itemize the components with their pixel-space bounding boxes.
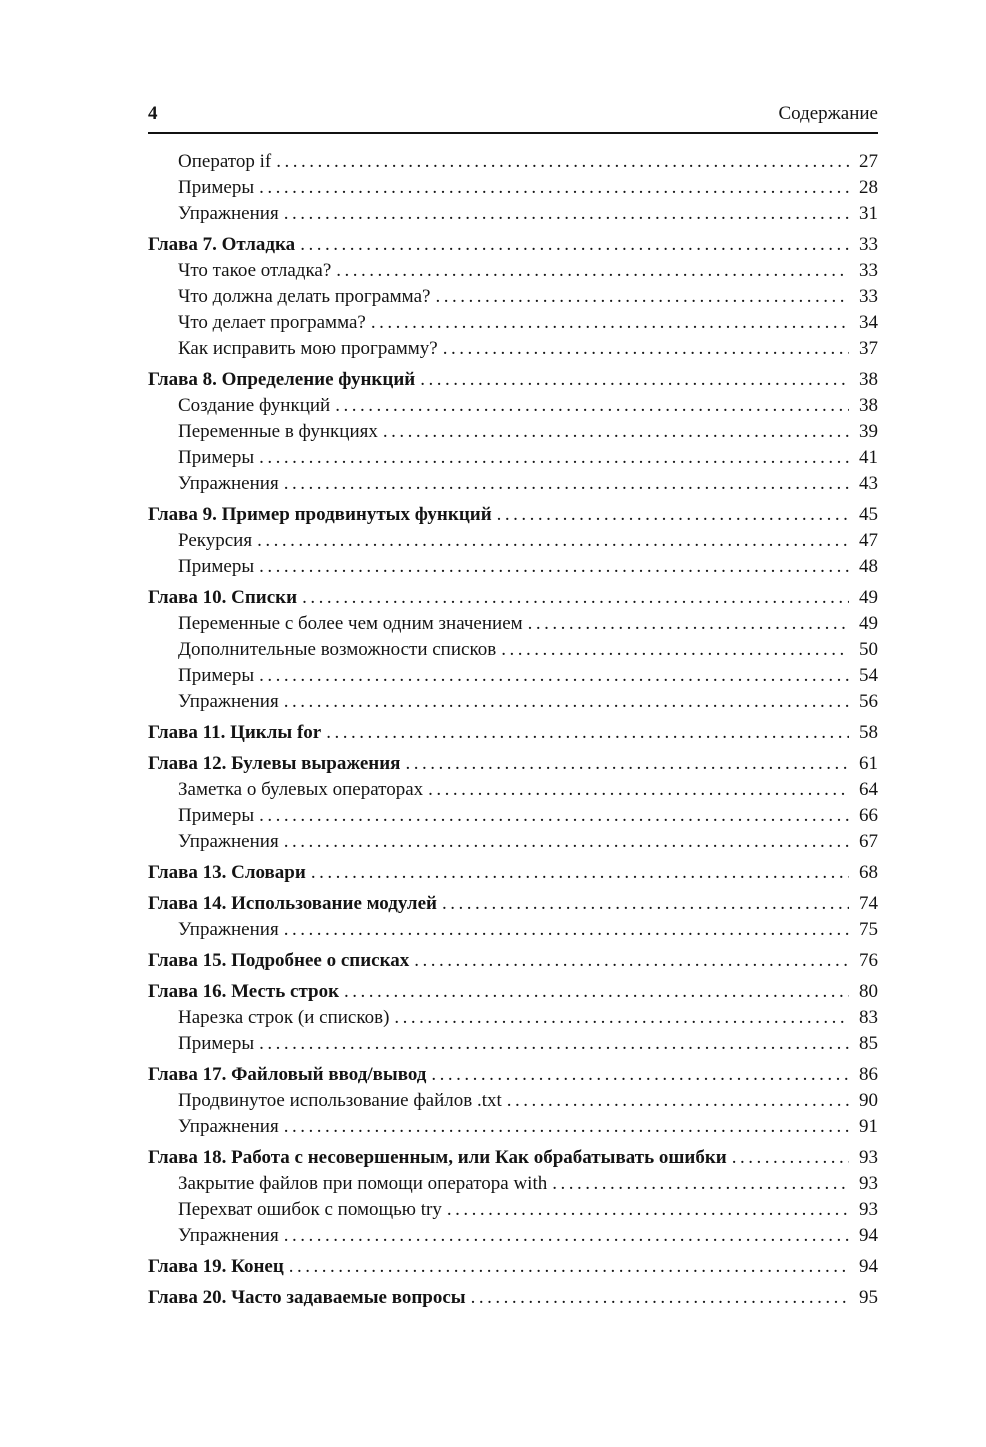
- toc-chapter-entry: [148, 751, 878, 777]
- toc-entry-title: Что должна делать программа?: [178, 286, 431, 307]
- toc-sub-entry: [148, 1031, 878, 1057]
- toc-entry-title: Глава 17. Файловый ввод/вывод: [148, 1064, 427, 1085]
- toc-entry-title: Примеры: [178, 805, 255, 826]
- toc-entry-title: Упражнения: [178, 1116, 279, 1137]
- toc-entry-title: Переменные в функциях: [178, 421, 378, 442]
- toc-entry-title: Как исправить мою программу?: [178, 338, 438, 359]
- toc-sub-entry: [148, 917, 878, 943]
- toc-entry-page: 34: [859, 312, 878, 333]
- toc-sub-entry: [148, 689, 878, 715]
- toc-sub-entry: [148, 471, 878, 497]
- toc-entry-page: 38: [859, 395, 878, 416]
- toc-entry-page: 45: [859, 504, 878, 525]
- toc-chapter-entry: [148, 720, 878, 746]
- toc-entry-title: Переменные с более чем одним значением: [178, 613, 523, 634]
- toc-entry-title: Примеры: [178, 447, 255, 468]
- toc-entry-title: Дополнительные возможности списков: [178, 639, 497, 660]
- toc-entry-title: Продвинутое использование файлов .txt: [178, 1090, 502, 1111]
- toc-sub-entry: [148, 1197, 878, 1223]
- toc-entry-title: Примеры: [178, 1033, 255, 1054]
- toc-entry-title: Примеры: [178, 556, 255, 577]
- toc-entry-page: 43: [859, 473, 878, 494]
- toc-entry-title: Создание функций: [178, 395, 331, 416]
- toc-leader-dots: [501, 637, 849, 663]
- toc-entry-page: 66: [859, 805, 878, 826]
- toc-leader-dots: [443, 336, 849, 362]
- toc-entry-page: 50: [859, 639, 878, 660]
- toc-sub-entry: [148, 201, 878, 227]
- toc-entry-title: Глава 7. Отладка: [148, 234, 296, 255]
- toc-entry-page: 39: [859, 421, 878, 442]
- toc-leader-dots: [528, 611, 849, 637]
- toc-chapter-entry: [148, 502, 878, 528]
- toc-leader-dots: [302, 585, 849, 611]
- toc-sub-entry: [148, 803, 878, 829]
- toc-entry-title: Глава 9. Пример продвинутых функций: [148, 504, 492, 525]
- toc-leader-dots: [394, 1005, 849, 1031]
- toc-sub-entry: [148, 284, 878, 310]
- toc-leader-dots: [405, 751, 849, 777]
- toc-entry-page: 48: [859, 556, 878, 577]
- toc-leader-dots: [284, 201, 849, 227]
- toc-entry-page: 93: [859, 1199, 878, 1220]
- toc-entry-title: Примеры: [178, 665, 255, 686]
- toc-entry-page: 75: [859, 919, 878, 940]
- toc-chapter-entry: [148, 367, 878, 393]
- toc-sub-entry: [148, 1171, 878, 1197]
- toc-entry-title: Глава 10. Списки: [148, 587, 298, 608]
- toc-entry-title: Оператор if: [178, 151, 272, 172]
- toc-leader-dots: [326, 720, 849, 746]
- toc-entry-page: 95: [859, 1287, 878, 1308]
- toc-sub-entry: [148, 149, 878, 175]
- toc-entry-title: Закрытие файлов при помощи оператора with: [178, 1173, 548, 1194]
- toc-leader-dots: [336, 258, 849, 284]
- toc-entry-title: Примеры: [178, 177, 255, 198]
- toc-sub-entry: [148, 258, 878, 284]
- toc-chapter-entry: [148, 1145, 878, 1171]
- toc-sub-entry: [148, 175, 878, 201]
- toc-leader-dots: [284, 1223, 849, 1249]
- page-header: [148, 103, 878, 134]
- toc-sub-entry: [148, 663, 878, 689]
- toc-leader-dots: [383, 419, 849, 445]
- toc-leader-dots: [420, 367, 849, 393]
- toc-leader-dots: [259, 663, 849, 689]
- toc-sub-entry: [148, 336, 878, 362]
- toc-leader-dots: [284, 1114, 849, 1140]
- toc-chapter-entry: [148, 1062, 878, 1088]
- toc-chapter-entry: [148, 948, 878, 974]
- toc-entry-page: 37: [859, 338, 878, 359]
- toc-leader-dots: [276, 149, 849, 175]
- toc-leader-dots: [289, 1254, 849, 1280]
- toc-sub-entry: [148, 310, 878, 336]
- toc-entry-page: 61: [859, 753, 878, 774]
- toc-entry-title: Глава 14. Использование модулей: [148, 893, 437, 914]
- toc-entry-page: 64: [859, 779, 878, 800]
- toc-entry-title: Глава 16. Месть строк: [148, 981, 340, 1002]
- toc-leader-dots: [371, 310, 849, 336]
- toc-entry-title: Что такое отладка?: [178, 260, 332, 281]
- toc-leader-dots: [471, 1285, 849, 1311]
- toc-entry-page: 49: [859, 613, 878, 634]
- toc-sub-entry: [148, 777, 878, 803]
- toc-entry-title: Глава 12. Булевы выражения: [148, 753, 401, 774]
- toc-entry-title: Глава 8. Определение функций: [148, 369, 416, 390]
- running-header-title: Содержание: [778, 103, 878, 124]
- toc-sub-entry: [148, 611, 878, 637]
- toc-entry-title: Нарезка строк (и списков): [178, 1007, 390, 1028]
- toc-leader-dots: [447, 1197, 849, 1223]
- toc-sub-entry: [148, 1005, 878, 1031]
- toc-entry-page: 47: [859, 530, 878, 551]
- toc-leader-dots: [507, 1088, 849, 1114]
- toc-entry-title: Перехват ошибок с помощью try: [178, 1199, 442, 1220]
- toc-chapter-entry: [148, 232, 878, 258]
- toc-entry-title: Глава 15. Подробнее о списках: [148, 950, 410, 971]
- toc-entry-page: 31: [859, 203, 878, 224]
- table-of-contents: [148, 149, 878, 1311]
- toc-entry-title: Глава 18. Работа с несовершенным, или Как обрабатывать ошибки: [148, 1147, 727, 1168]
- toc-entry-title: Глава 19. Конец: [148, 1256, 284, 1277]
- toc-sub-entry: [148, 554, 878, 580]
- toc-entry-page: 83: [859, 1007, 878, 1028]
- toc-entry-title: Глава 11. Циклы for: [148, 722, 322, 743]
- toc-entry-page: 68: [859, 862, 878, 883]
- toc-entry-page: 28: [859, 177, 878, 198]
- toc-sub-entry: [148, 1114, 878, 1140]
- page-number: 4: [148, 103, 158, 124]
- toc-entry-page: 38: [859, 369, 878, 390]
- toc-sub-entry: [148, 637, 878, 663]
- toc-entry-page: 58: [859, 722, 878, 743]
- toc-sub-entry: [148, 528, 878, 554]
- toc-entry-page: 54: [859, 665, 878, 686]
- toc-entry-title: Упражнения: [178, 919, 279, 940]
- toc-entry-title: Упражнения: [178, 831, 279, 852]
- toc-entry-title: Упражнения: [178, 1225, 279, 1246]
- toc-entry-page: 93: [859, 1147, 878, 1168]
- toc-chapter-entry: [148, 585, 878, 611]
- toc-entry-page: 94: [859, 1225, 878, 1246]
- toc-entry-page: 90: [859, 1090, 878, 1111]
- toc-entry-title: Упражнения: [178, 203, 279, 224]
- toc-entry-page: 80: [859, 981, 878, 1002]
- toc-sub-entry: [148, 419, 878, 445]
- toc-entry-page: 41: [859, 447, 878, 468]
- toc-entry-title: Глава 13. Словари: [148, 862, 306, 883]
- toc-entry-title: Упражнения: [178, 691, 279, 712]
- toc-leader-dots: [284, 471, 849, 497]
- toc-leader-dots: [414, 948, 849, 974]
- toc-leader-dots: [442, 891, 849, 917]
- toc-chapter-entry: [148, 1254, 878, 1280]
- toc-entry-page: 86: [859, 1064, 878, 1085]
- toc-leader-dots: [284, 689, 849, 715]
- toc-leader-dots: [259, 175, 849, 201]
- toc-entry-title: Что делает программа?: [178, 312, 366, 333]
- toc-entry-page: 27: [859, 151, 878, 172]
- toc-entry-title: Глава 20. Часто задаваемые вопросы: [148, 1287, 466, 1308]
- toc-chapter-entry: [148, 1285, 878, 1311]
- toc-entry-page: 76: [859, 950, 878, 971]
- toc-chapter-entry: [148, 891, 878, 917]
- toc-sub-entry: [148, 1223, 878, 1249]
- toc-entry-page: 93: [859, 1173, 878, 1194]
- toc-sub-entry: [148, 1088, 878, 1114]
- toc-entry-page: 74: [859, 893, 878, 914]
- toc-leader-dots: [435, 284, 849, 310]
- toc-entry-title: Рекурсия: [178, 530, 253, 551]
- toc-leader-dots: [284, 917, 849, 943]
- toc-entry-page: 49: [859, 587, 878, 608]
- toc-entry-title: Упражнения: [178, 473, 279, 494]
- toc-leader-dots: [257, 528, 849, 554]
- toc-chapter-entry: [148, 979, 878, 1005]
- toc-leader-dots: [428, 777, 849, 803]
- toc-entry-page: 56: [859, 691, 878, 712]
- toc-chapter-entry: [148, 860, 878, 886]
- toc-leader-dots: [311, 860, 849, 886]
- toc-leader-dots: [497, 502, 849, 528]
- toc-sub-entry: [148, 445, 878, 471]
- toc-sub-entry: [148, 829, 878, 855]
- toc-entry-page: 94: [859, 1256, 878, 1277]
- toc-leader-dots: [431, 1062, 849, 1088]
- toc-entry-page: 33: [859, 234, 878, 255]
- toc-leader-dots: [259, 554, 849, 580]
- toc-leader-dots: [552, 1171, 849, 1197]
- toc-entry-page: 91: [859, 1116, 878, 1137]
- toc-entry-page: 33: [859, 260, 878, 281]
- toc-entry-page: 33: [859, 286, 878, 307]
- toc-entry-page: 67: [859, 831, 878, 852]
- toc-leader-dots: [300, 232, 849, 258]
- toc-leader-dots: [284, 829, 849, 855]
- toc-leader-dots: [344, 979, 849, 1005]
- toc-entry-title: Заметка о булевых операторах: [178, 779, 424, 800]
- toc-leader-dots: [259, 803, 849, 829]
- toc-sub-entry: [148, 393, 878, 419]
- toc-leader-dots: [259, 445, 849, 471]
- toc-leader-dots: [732, 1145, 849, 1171]
- toc-leader-dots: [259, 1031, 849, 1057]
- toc-entry-page: 85: [859, 1033, 878, 1054]
- toc-leader-dots: [335, 393, 849, 419]
